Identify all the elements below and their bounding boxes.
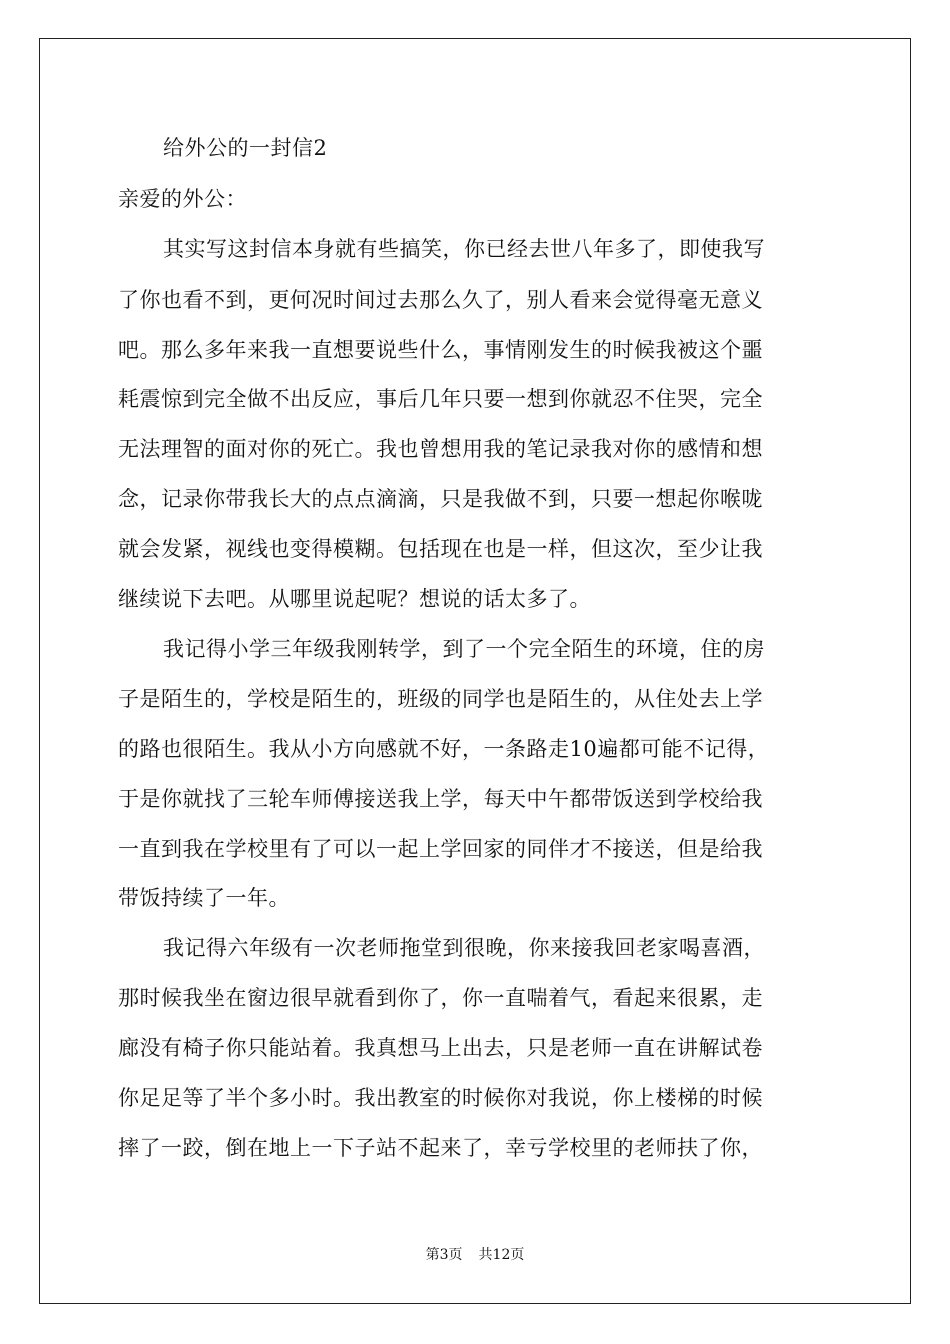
- page-border: [39, 38, 911, 1304]
- paragraph-line: 那时候我坐在窗边很早就看到你了，你一直喘着气，看起来很累，走: [118, 986, 763, 1010]
- paragraph-line: 我记得六年级有一次老师拖堂到很晚，你来接我回老家喝喜酒，: [163, 936, 765, 960]
- paragraph-line: 其实写这封信本身就有些搞笑，你已经去世八年多了，即使我写: [163, 237, 765, 261]
- paragraph-line: 你足足等了半个多小时。我出教室的时候你对我说，你上楼梯的时候: [118, 1086, 763, 1110]
- paragraph-line: 我记得小学三年级我刚转学，到了一个完全陌生的环境，住的房: [163, 637, 765, 661]
- paragraph-line: 子是陌生的，学校是陌生的，班级的同学也是陌生的，从住处去上学: [118, 687, 763, 711]
- paragraph-line: 吧。那么多年来我一直想要说些什么，事情刚发生的时候我被这个噩: [118, 338, 763, 362]
- paragraph-line: 廊没有椅子你只能站着。我真想马上出去，只是老师一直在讲解试卷: [118, 1036, 763, 1060]
- paragraph-line: 无法理智的面对你的死亡。我也曾想用我的笔记录我对你的感情和想: [118, 437, 763, 461]
- paragraph-line: 念，记录你带我长大的点点滴滴，只是我做不到，只要一想起你喉咙: [118, 487, 763, 511]
- page-footer: [0, 1246, 950, 1264]
- paragraph-line: 带饭持续了一年。: [118, 886, 290, 910]
- paragraph-line: 摔了一跤，倒在地上一下子站不起来了，幸亏学校里的老师扶了你，: [118, 1136, 763, 1160]
- page-number: 第3页: [425, 1247, 463, 1263]
- page-total: 共12页: [478, 1247, 525, 1263]
- salutation: 亲爱的外公：: [118, 187, 247, 211]
- letter-title: 给外公的一封信2: [163, 136, 328, 160]
- paragraph-line: 了你也看不到，更何况时间过去那么久了，别人看来会觉得毫无意义: [118, 288, 763, 312]
- paragraph-line: 于是你就找了三轮车师傅接送我上学，每天中午都带饭送到学校给我: [118, 787, 763, 811]
- paragraph-line: 一直到我在学校里有了可以一起上学回家的同伴才不接送，但是给我: [118, 837, 763, 861]
- paragraph-line: 耗震惊到完全做不出反应，事后几年只要一想到你就忍不住哭，完全: [118, 387, 763, 411]
- paragraph-line: 就会发紧，视线也变得模糊。包括现在也是一样，但这次，至少让我: [118, 537, 763, 561]
- paragraph-line: 继续说下去吧。从哪里说起呢？想说的话太多了。: [118, 587, 591, 611]
- paragraph-line: 的路也很陌生。我从小方向感就不好，一条路走10遍都可能不记得，: [118, 737, 770, 761]
